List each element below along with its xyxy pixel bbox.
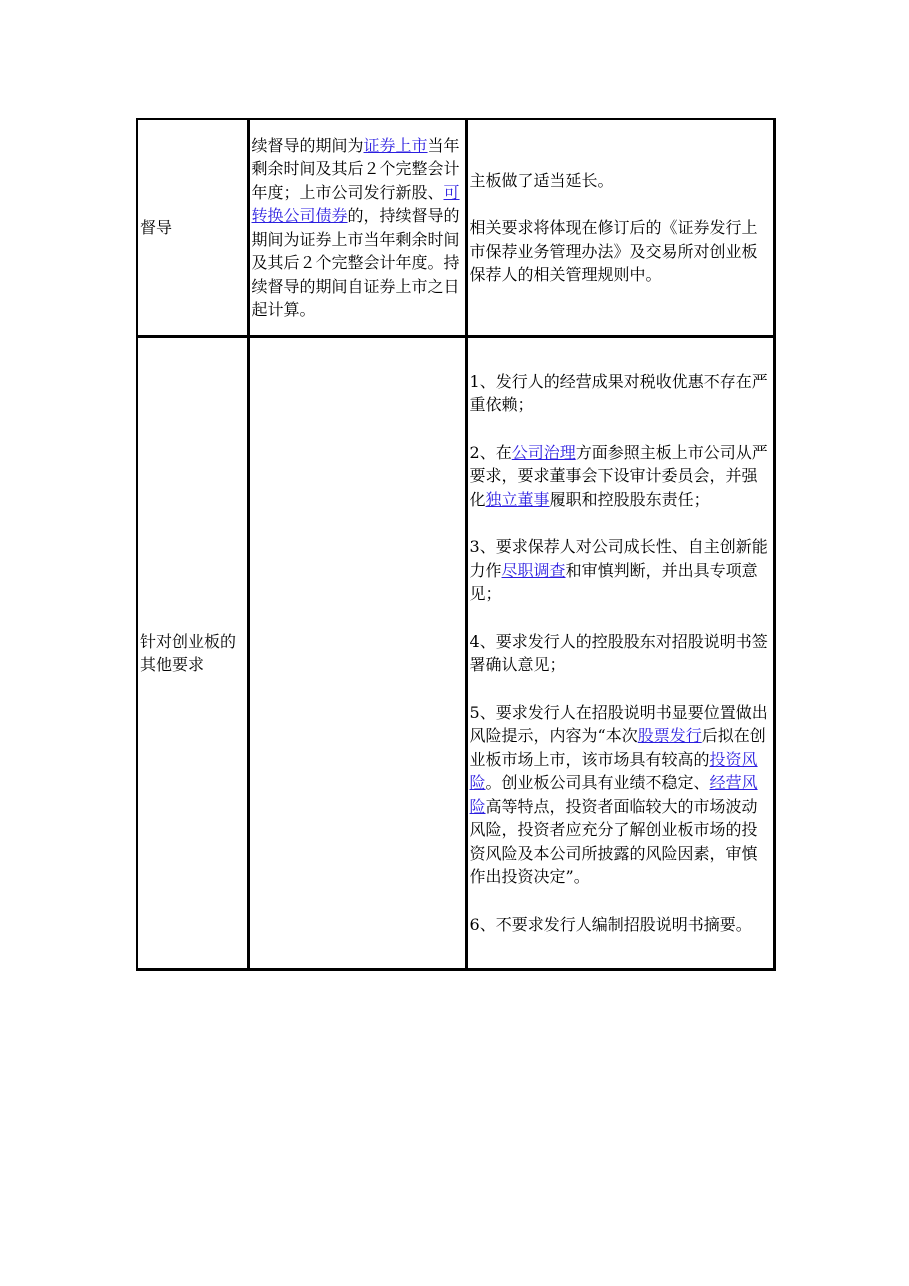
text-run: 方面参照主板上市公司从严要求，要求董事会下设审计委员会，并强化 [469, 442, 768, 509]
text-run: 5、要求发行人在招股说明书显要位置做出风险提示，内容为“本次 [469, 702, 768, 746]
text-run: 2、在 [469, 442, 512, 462]
paragraph-group [470, 370, 771, 937]
text-run: 高等特点，投资者面临较大的市场波动风险，投资者应充分了解创业板市场的投资风险及本公司所披露的风险因素，审慎作出投资决定”。 [469, 796, 758, 887]
paragraph [470, 169, 771, 193]
paragraph [470, 535, 771, 606]
text-run: 和审慎判断，并出具专项意见； [469, 560, 758, 604]
term-link[interactable]: 独立董事 [485, 489, 550, 509]
paragraph [470, 441, 771, 512]
paragraph [470, 370, 771, 417]
text-run: 1、发行人的经营成果对税收优惠不存在严重依赖； [469, 371, 768, 415]
text-run: 4、要求发行人的控股股东对招股说明书签署确认意见； [469, 631, 768, 675]
text-run: 后拟在创业板市场上市，该市场具有较高的 [469, 726, 766, 769]
cell-empty [250, 338, 468, 968]
cell-supervision-notes [468, 120, 773, 338]
term-link[interactable]: 股票发行 [637, 726, 702, 746]
cell-supervision-period [250, 120, 468, 338]
term-link[interactable]: 经营风险 [469, 773, 758, 816]
row-label-text: 督导 [140, 217, 173, 237]
paragraph [470, 216, 771, 287]
paragraph [470, 913, 771, 937]
term-link[interactable]: 投资风险 [469, 749, 758, 793]
table-row-supervision [138, 120, 773, 338]
text-run: 6、不要求发行人编制招股说明书摘要。 [469, 914, 752, 934]
text-run: 履职和控股股东责任； [549, 489, 710, 509]
text-run: 。创业板公司具有业绩不稳定、 [485, 773, 710, 793]
comparison-table [136, 118, 776, 971]
paragraph [470, 701, 771, 889]
text-run: 的，持续督导的期间为证券上市当年剩余时间及其后２个完整会计年度。持续督导的期间自证券上市之日起计算。 [251, 206, 460, 319]
cell-other-requirements-list [468, 338, 773, 968]
table-row-other-requirements [138, 338, 773, 968]
term-link[interactable]: 可转换公司债券 [251, 182, 460, 225]
term-link[interactable]: 公司治理 [511, 442, 576, 462]
paragraph [470, 630, 771, 677]
term-link[interactable]: 尽职调查 [501, 560, 566, 580]
paragraph-group [470, 169, 771, 287]
row-label-other-requirements [138, 338, 250, 968]
row-label-text: 针对创业板的其他要求 [140, 631, 237, 674]
text-run: 当年剩余时间及其后２个完整会计年度；上市公司发行新股、 [251, 135, 460, 202]
term-link[interactable]: 证券上市 [363, 135, 428, 155]
paragraph [252, 134, 463, 322]
text-run: 相关要求将体现在修订后的《证券发行上市保荐业务管理办法》及交易所对创业板保荐人的相关管理规则中。 [469, 218, 758, 284]
text-run: 主板做了适当延长。 [469, 170, 614, 190]
text-run: 3、要求保荐人对公司成长性、自主创新能力作 [469, 537, 768, 580]
row-label-supervision [138, 120, 250, 338]
text-run: 续督导的期间为 [251, 135, 364, 155]
